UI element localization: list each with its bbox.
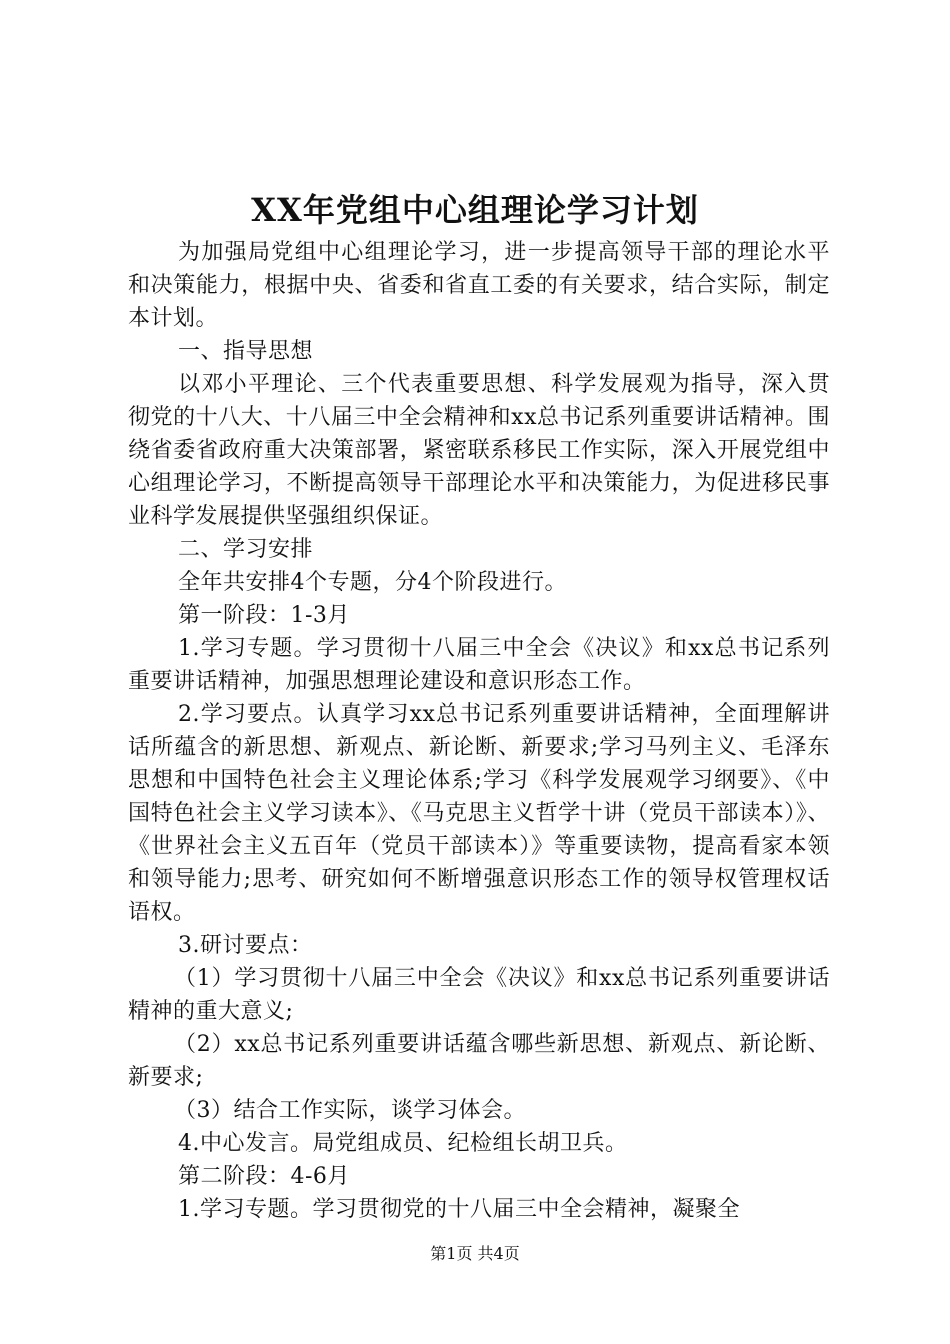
guiding-thought-paragraph: 以邓小平理论、三个代表重要思想、科学发展观为指导，深入贯彻党的十八大、十八届三中全会精神和xx总书记系列重要讲话精神。围绕省委省政府重大决策部署，紧密联系移民工作实际，深入开展党组中心组理论学习，不断提高领导干部理论水平和决策能力，为促进移民事业科学发展提供坚强组织保证。 [128, 372, 830, 529]
section-heading-guiding-thought: 一、指导思想 [178, 339, 314, 364]
stage-one-discussion-heading: 3.研讨要点： [178, 933, 313, 958]
stage-two-topic: 1.学习专题。学习贯彻党的十八届三中全会精神，凝聚全 [178, 1197, 740, 1222]
stage-one-topic: 1.学习专题。学习贯彻十八届三中全会《决议》和xx总书记系列重要讲话精神，加强思想理论建设和意识形态工作。 [128, 636, 830, 694]
intro-paragraph: 为加强局党组中心组理论学习，进一步提高领导干部的理论水平和决策能力，根据中央、省委和省直工委的有关要求，结合实际，制定本计划。 [128, 240, 830, 331]
arrangement-summary: 全年共安排4个专题，分4个阶段进行。 [178, 570, 567, 595]
stage-two-heading: 第二阶段：4-6月 [178, 1164, 350, 1189]
stage-one-key-points: 2.学习要点。认真学习xx总书记系列重要讲话精神，全面理解讲话所蕴含的新思想、新观点、新论断、新要求;学习马列主义、毛泽东思想和中国特色社会主义理论体系;学习《科学发展观学习纲要》、《中国特色社会主义学习读本》、《马克思主义哲学十讲（党员干部读本）》、《世界社会主义五百年（党员干部读本）》等重要读物，提高看家本领和领导能力;思考、研究如何不断增强意识形态工作的领导权管理权话语权。 [128, 702, 830, 925]
document-body [128, 236, 830, 1226]
stage-one-heading: 第一阶段：1-3月 [178, 603, 350, 628]
discussion-item-2: （2）xx总书记系列重要讲话蕴含哪些新思想、新观点、新论断、新要求; [128, 1032, 830, 1090]
discussion-item-3: （3）结合工作实际，谈学习体会。 [174, 1098, 526, 1123]
section-heading-study-arrangement: 二、学习安排 [178, 537, 314, 562]
document-title: XX年党组中心组理论学习计划 [251, 191, 699, 229]
page-footer: 第1页 共4页 [430, 1244, 520, 1263]
central-speech: 4.中心发言。局党组成员、纪检组长胡卫兵。 [178, 1131, 628, 1156]
discussion-item-1: （1）学习贯彻十八届三中全会《决议》和xx总书记系列重要讲话精神的重大意义; [128, 966, 830, 1024]
